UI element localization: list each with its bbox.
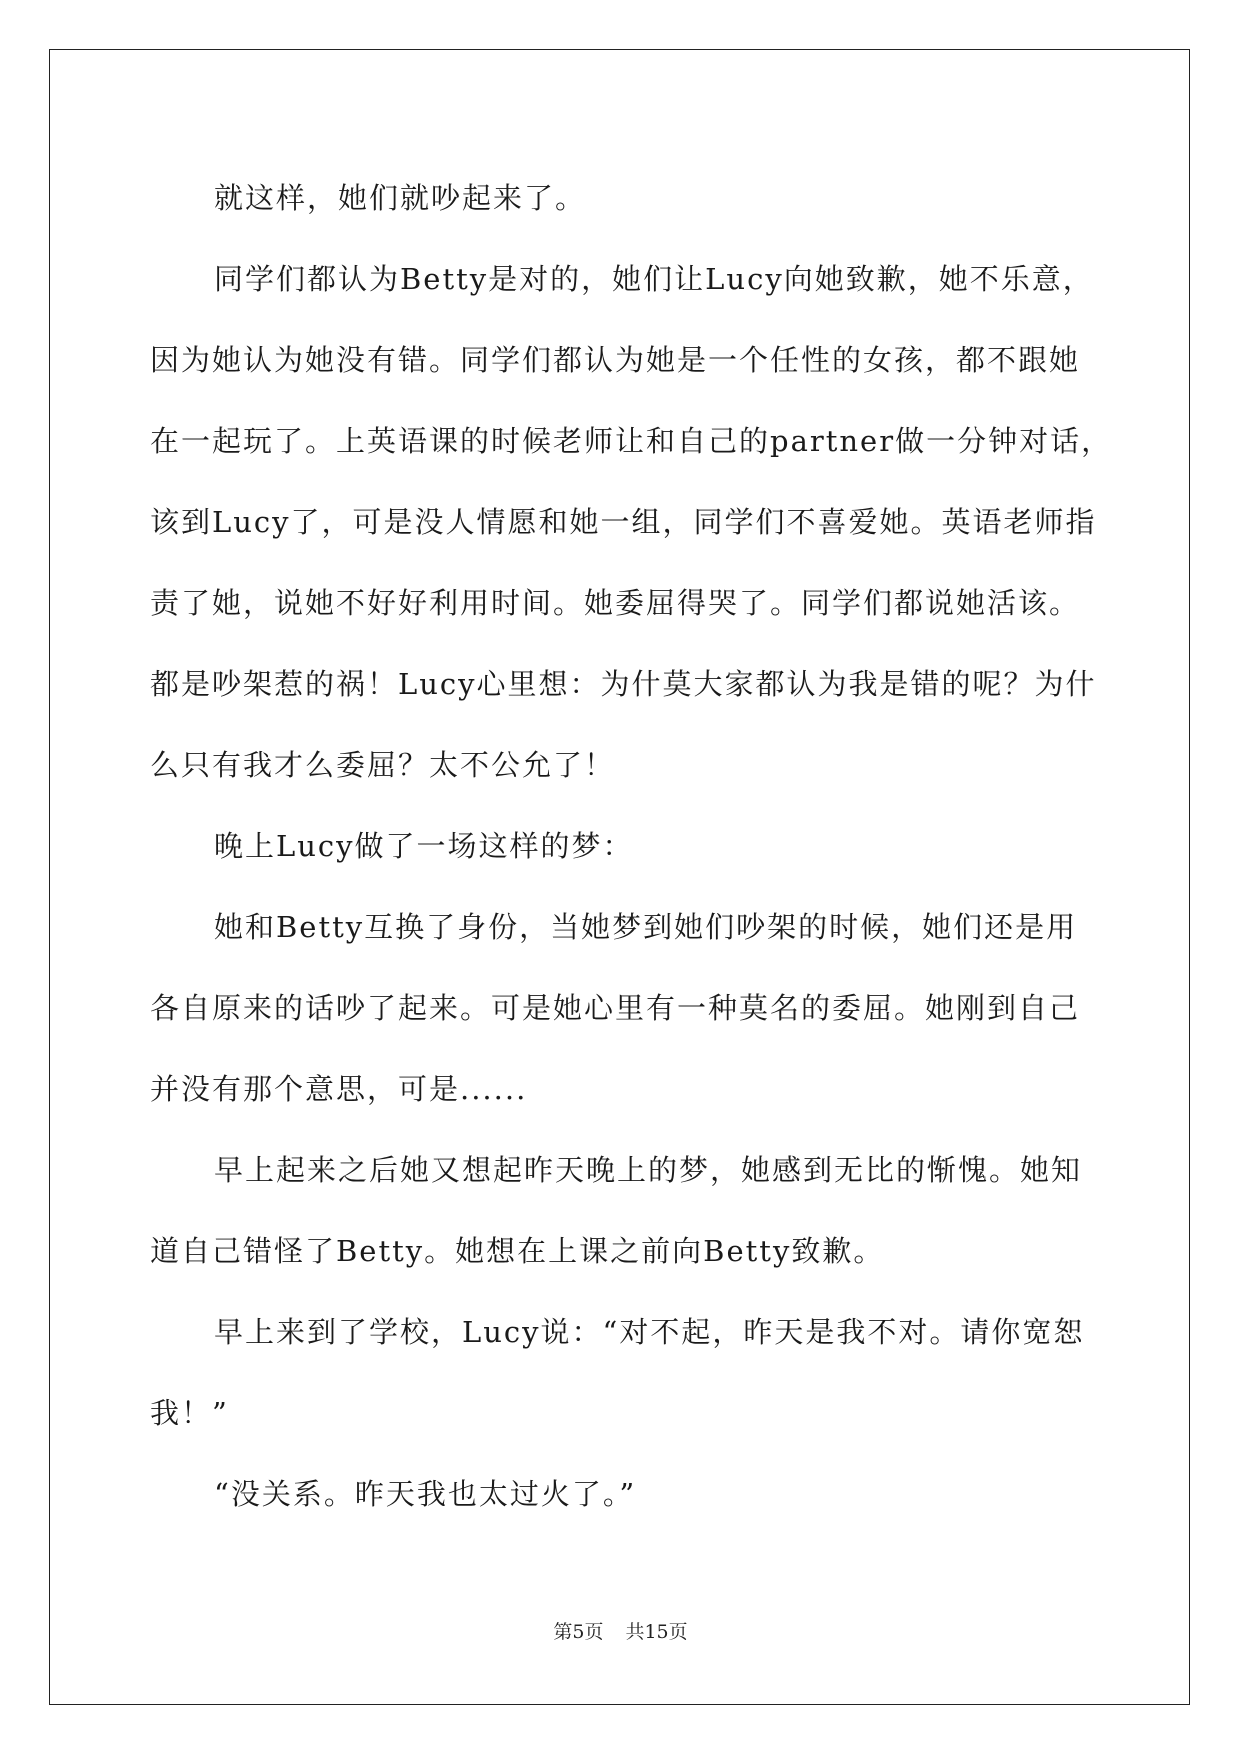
- text-line-9: 晚上Lucy做了一场这样的梦：: [214, 829, 634, 863]
- text-line-3: 因为她认为她没有错。同学们都认为她是一个任性的女孩，都不跟她: [150, 343, 1081, 377]
- text-line-12: 并没有那个意思，可是......: [150, 1072, 528, 1106]
- text-line-11: 各自原来的话吵了起来。可是她心里有一种莫名的委屈。她刚到自己: [150, 991, 1081, 1025]
- text-line-7: 都是吵架惹的祸！Lucy心里想：为什莫大家都认为我是错的呢？为什: [150, 667, 1097, 701]
- text-line-1: 就这样，她们就吵起来了。: [214, 181, 587, 215]
- text-line-17: “没关系。昨天我也太过火了。”: [214, 1477, 637, 1511]
- page-footer: [0, 1617, 1241, 1644]
- text-line-8: 么只有我才么委屈？太不公允了！: [150, 748, 616, 782]
- text-line-13: 早上起来之后她又想起昨天晚上的梦，她感到无比的惭愧。她知: [214, 1153, 1083, 1187]
- document-body: [150, 158, 1113, 1535]
- text-line-5: 该到Lucy了，可是没人情愿和她一组，同学们不喜爱她。英语老师指: [150, 505, 1097, 539]
- text-line-2: 同学们都认为Betty是对的，她们让Lucy向她致歉，她不乐意，: [214, 262, 1094, 296]
- page-number: 第5页: [553, 1621, 604, 1643]
- text-line-6: 责了她，说她不好好利用时间。她委屈得哭了。同学们都说她活该。: [150, 586, 1081, 620]
- text-line-16: 我！”: [150, 1396, 229, 1430]
- text-line-4: 在一起玩了。上英语课的时候老师让和自己的partner做一分钟对话，: [150, 424, 1113, 458]
- text-line-15: 早上来到了学校，Lucy说：“对不起，昨天是我不对。请你宽恕: [214, 1315, 1085, 1349]
- text-line-10: 她和Betty互换了身份，当她梦到她们吵架的时候，她们还是用: [214, 910, 1078, 944]
- text-line-14: 道自己错怪了Betty。她想在上课之前向Betty致歉。: [150, 1234, 885, 1268]
- page-total: 共15页: [625, 1621, 688, 1643]
